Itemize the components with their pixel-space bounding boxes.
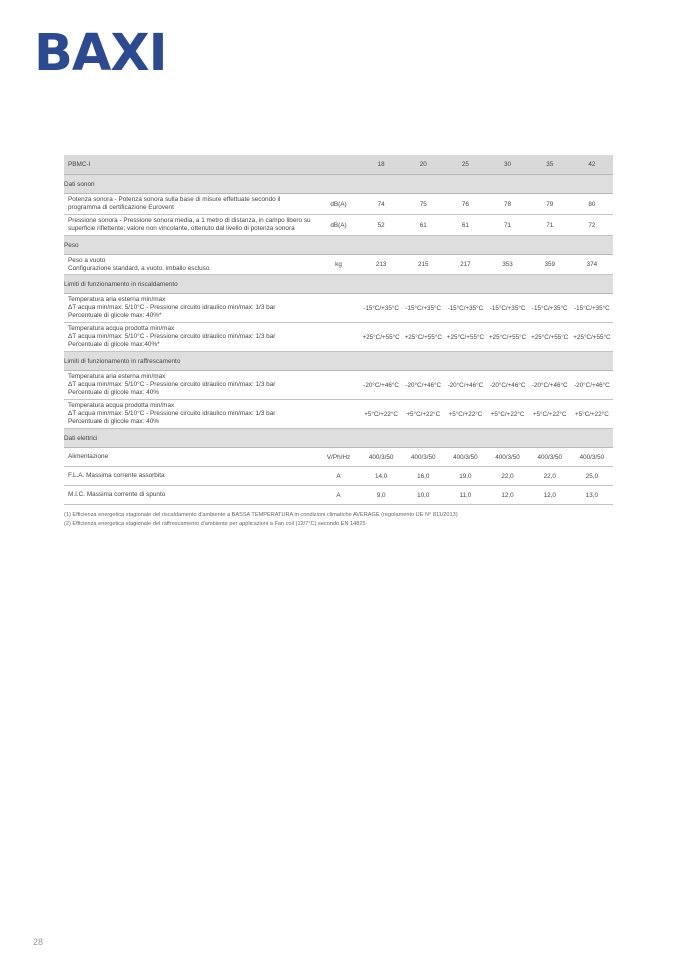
row-label-line: Configurazione standard, a vuoto, imballo escluso bbox=[68, 264, 210, 272]
row-label-line: F.L.A. Massima corrente assorbita bbox=[68, 472, 165, 480]
value-cell: 11,0 bbox=[444, 486, 486, 505]
value-cell: -15°C/+35°C bbox=[529, 294, 571, 323]
value-cell: +5°C/+22°C bbox=[444, 400, 486, 429]
row-label-line: Alimentazione bbox=[68, 453, 109, 461]
footnotes bbox=[64, 511, 624, 528]
row-label-line: Percentuale di glicole max: 40% bbox=[68, 417, 159, 425]
row-label-line: Percentuale di glicole max: 40% bbox=[68, 388, 159, 396]
section-header-row bbox=[64, 236, 613, 255]
table-row bbox=[64, 323, 613, 352]
row-label-line: Percentuale di glicole max: 40%* bbox=[68, 311, 162, 319]
value-cell: +25°C/+55°C bbox=[360, 323, 402, 352]
value-cell: 400/3/50 bbox=[529, 448, 571, 467]
value-cell: 400/3/50 bbox=[402, 448, 444, 467]
section-header-row bbox=[64, 275, 613, 294]
section-header-row bbox=[64, 429, 613, 448]
row-label-line: Temperatura aria esterna min/max bbox=[68, 373, 166, 381]
value-cell: -20°C/+46°C bbox=[402, 371, 444, 400]
value-cell: 61 bbox=[402, 215, 444, 236]
value-cell: 14,0 bbox=[360, 467, 402, 486]
table-row bbox=[64, 255, 613, 275]
section-title: Limiti di funzionamento in raffrescamento bbox=[64, 352, 613, 371]
value-cell: 13,0 bbox=[571, 486, 613, 505]
model-header: 42 bbox=[571, 155, 613, 175]
section-header-row bbox=[64, 175, 613, 194]
value-cell: +25°C/+55°C bbox=[402, 323, 444, 352]
value-cell: 71 bbox=[529, 215, 571, 236]
header-unit-cell bbox=[317, 155, 360, 175]
unit-cell: kg bbox=[317, 255, 360, 275]
value-cell: +25°C/+55°C bbox=[571, 323, 613, 352]
value-cell: 16,0 bbox=[402, 467, 444, 486]
value-cell: 80 bbox=[571, 194, 613, 215]
value-cell: -20°C/+46°C bbox=[444, 371, 486, 400]
unit-cell bbox=[317, 400, 360, 429]
value-cell: 9,0 bbox=[360, 486, 402, 505]
value-cell: 12,0 bbox=[486, 486, 528, 505]
value-cell: -15°C/+35°C bbox=[402, 294, 444, 323]
table-row bbox=[64, 400, 613, 429]
value-cell: 22,0 bbox=[529, 467, 571, 486]
table-header-row bbox=[64, 155, 613, 175]
row-label-line: ΔT acqua min/max: 5/10°C - Pressione circuito idraulico min/max: 1/3 bar bbox=[68, 304, 276, 312]
value-cell: 359 bbox=[529, 255, 571, 275]
row-label bbox=[64, 371, 317, 400]
footnote: (2) Efficienza energetica stagionale del raffrescamento d'ambiente per applicazioni a Fan coil (12/7°C) secondo EN 14825 bbox=[64, 520, 366, 527]
row-label-line: Peso a vuoto bbox=[68, 256, 106, 264]
unit-cell bbox=[317, 371, 360, 400]
section-title: Dati sonori bbox=[64, 175, 613, 194]
row-label bbox=[64, 194, 317, 215]
value-cell: 22,0 bbox=[486, 467, 528, 486]
table-row bbox=[64, 371, 613, 400]
value-cell: -15°C/+35°C bbox=[360, 294, 402, 323]
section-header-row bbox=[64, 352, 613, 371]
value-cell: 12,0 bbox=[529, 486, 571, 505]
row-label-line: Potenza sonora - Potenza sonora sulla base di misure effettuate secondo il bbox=[68, 196, 281, 204]
unit-cell: A bbox=[317, 467, 360, 486]
value-cell: 400/3/50 bbox=[486, 448, 528, 467]
model-label: PBMC-I bbox=[64, 155, 317, 175]
model-header: 30 bbox=[486, 155, 528, 175]
value-cell: 215 bbox=[402, 255, 444, 275]
row-label bbox=[64, 448, 317, 467]
value-cell: 400/3/50 bbox=[444, 448, 486, 467]
value-cell: +25°C/+55°C bbox=[486, 323, 528, 352]
row-label-line: M.I.C. Massima corrente di spunto bbox=[68, 491, 166, 499]
row-label bbox=[64, 323, 317, 352]
row-label bbox=[64, 486, 317, 505]
value-cell: +5°C/+22°C bbox=[402, 400, 444, 429]
table-row bbox=[64, 194, 613, 215]
value-cell: 75 bbox=[402, 194, 444, 215]
row-label bbox=[64, 400, 317, 429]
row-label-line: ΔT acqua min/max: 5/10°C - Pressione circuito idraulico min/max: 1/3 bar bbox=[68, 333, 276, 341]
unit-cell: A bbox=[317, 486, 360, 505]
value-cell: 10,0 bbox=[402, 486, 444, 505]
value-cell: 74 bbox=[360, 194, 402, 215]
logo-wordmark: BAXI bbox=[34, 24, 167, 83]
table-row bbox=[64, 467, 613, 486]
value-cell: -20°C/+46°C bbox=[486, 371, 528, 400]
table-row bbox=[64, 294, 613, 323]
spec-table-body bbox=[64, 155, 613, 505]
row-label-line: Temperatura aria esterna min/max bbox=[68, 296, 166, 304]
row-label-line: Percentuale di glicole max:40%* bbox=[68, 340, 160, 348]
footnote: (1) Efficienza energetica stagionale del riscaldamento d'ambiente a BASSA TEMPERATURA in condizioni climatiche AVERAGE (regolamento UE N° 811/2013) bbox=[64, 512, 458, 518]
section-title: Limiti di funzionamento in riscaldamento bbox=[64, 275, 613, 294]
model-header: 35 bbox=[529, 155, 571, 175]
row-label-line: Temperatura acqua prodotta min/max bbox=[68, 402, 175, 410]
value-cell: 61 bbox=[444, 215, 486, 236]
value-cell: -15°C/+35°C bbox=[571, 294, 613, 323]
value-cell: 71 bbox=[486, 215, 528, 236]
section-title: Dati elettrici bbox=[64, 429, 613, 448]
value-cell: +25°C/+55°C bbox=[529, 323, 571, 352]
value-cell: 19,0 bbox=[444, 467, 486, 486]
row-label-line: Pressione sonora - Pressione sonora media, a 1 metro di distanza, in campo libero su bbox=[68, 217, 311, 225]
row-label-line: ΔT acqua min/max: 5/10°C - Pressione circuito idraulico min/max: 1/3 bar bbox=[68, 410, 276, 418]
unit-cell: dB(A) bbox=[317, 215, 360, 236]
value-cell: +5°C/+22°C bbox=[360, 400, 402, 429]
row-label bbox=[64, 255, 317, 275]
value-cell: 52 bbox=[360, 215, 402, 236]
row-label bbox=[64, 467, 317, 486]
row-label bbox=[64, 294, 317, 323]
value-cell: 217 bbox=[444, 255, 486, 275]
model-header: 20 bbox=[402, 155, 444, 175]
unit-cell bbox=[317, 294, 360, 323]
row-label-line: programma di certificazione Eurovent bbox=[68, 204, 174, 211]
value-cell: 353 bbox=[486, 255, 528, 275]
value-cell: -15°C/+35°C bbox=[486, 294, 528, 323]
unit-cell: V/Ph/Hz bbox=[317, 448, 360, 467]
table-row bbox=[64, 215, 613, 236]
value-cell: 374 bbox=[571, 255, 613, 275]
value-cell: +5°C/+22°C bbox=[529, 400, 571, 429]
value-cell: 25,0 bbox=[571, 467, 613, 486]
unit-cell bbox=[317, 323, 360, 352]
value-cell: +25°C/+55°C bbox=[444, 323, 486, 352]
model-header: 25 bbox=[444, 155, 486, 175]
model-header: 18 bbox=[360, 155, 402, 175]
value-cell: -20°C/+46°C bbox=[529, 371, 571, 400]
value-cell: -15°C/+35°C bbox=[444, 294, 486, 323]
table-row bbox=[64, 448, 613, 467]
row-label-line: Temperatura acqua prodotta min/max bbox=[68, 325, 175, 333]
value-cell: -20°C/+46°C bbox=[360, 371, 402, 400]
section-title: Peso bbox=[64, 236, 613, 255]
value-cell: 213 bbox=[360, 255, 402, 275]
spec-table bbox=[64, 155, 613, 505]
value-cell: 72 bbox=[571, 215, 613, 236]
value-cell: 76 bbox=[444, 194, 486, 215]
value-cell: -20°C/+46°C bbox=[571, 371, 613, 400]
unit-cell: dB(A) bbox=[317, 194, 360, 215]
value-cell: 79 bbox=[529, 194, 571, 215]
page-number: 28 bbox=[33, 937, 44, 947]
table-row bbox=[64, 486, 613, 505]
value-cell: 400/3/50 bbox=[571, 448, 613, 467]
row-label-line: ΔT acqua min/max: 5/10°C - Pressione circuito idraulico min/max: 1/3 bar bbox=[68, 381, 276, 389]
baxi-logo bbox=[34, 24, 167, 83]
row-label bbox=[64, 215, 317, 236]
value-cell: 78 bbox=[486, 194, 528, 215]
value-cell: 400/3/50 bbox=[360, 448, 402, 467]
value-cell: +5°C/+22°C bbox=[571, 400, 613, 429]
row-label-line: superficie riflettente; valore non vincolante, ottenuto dal livello di potenza sonora bbox=[68, 225, 295, 232]
value-cell: +5°C/+22°C bbox=[486, 400, 528, 429]
